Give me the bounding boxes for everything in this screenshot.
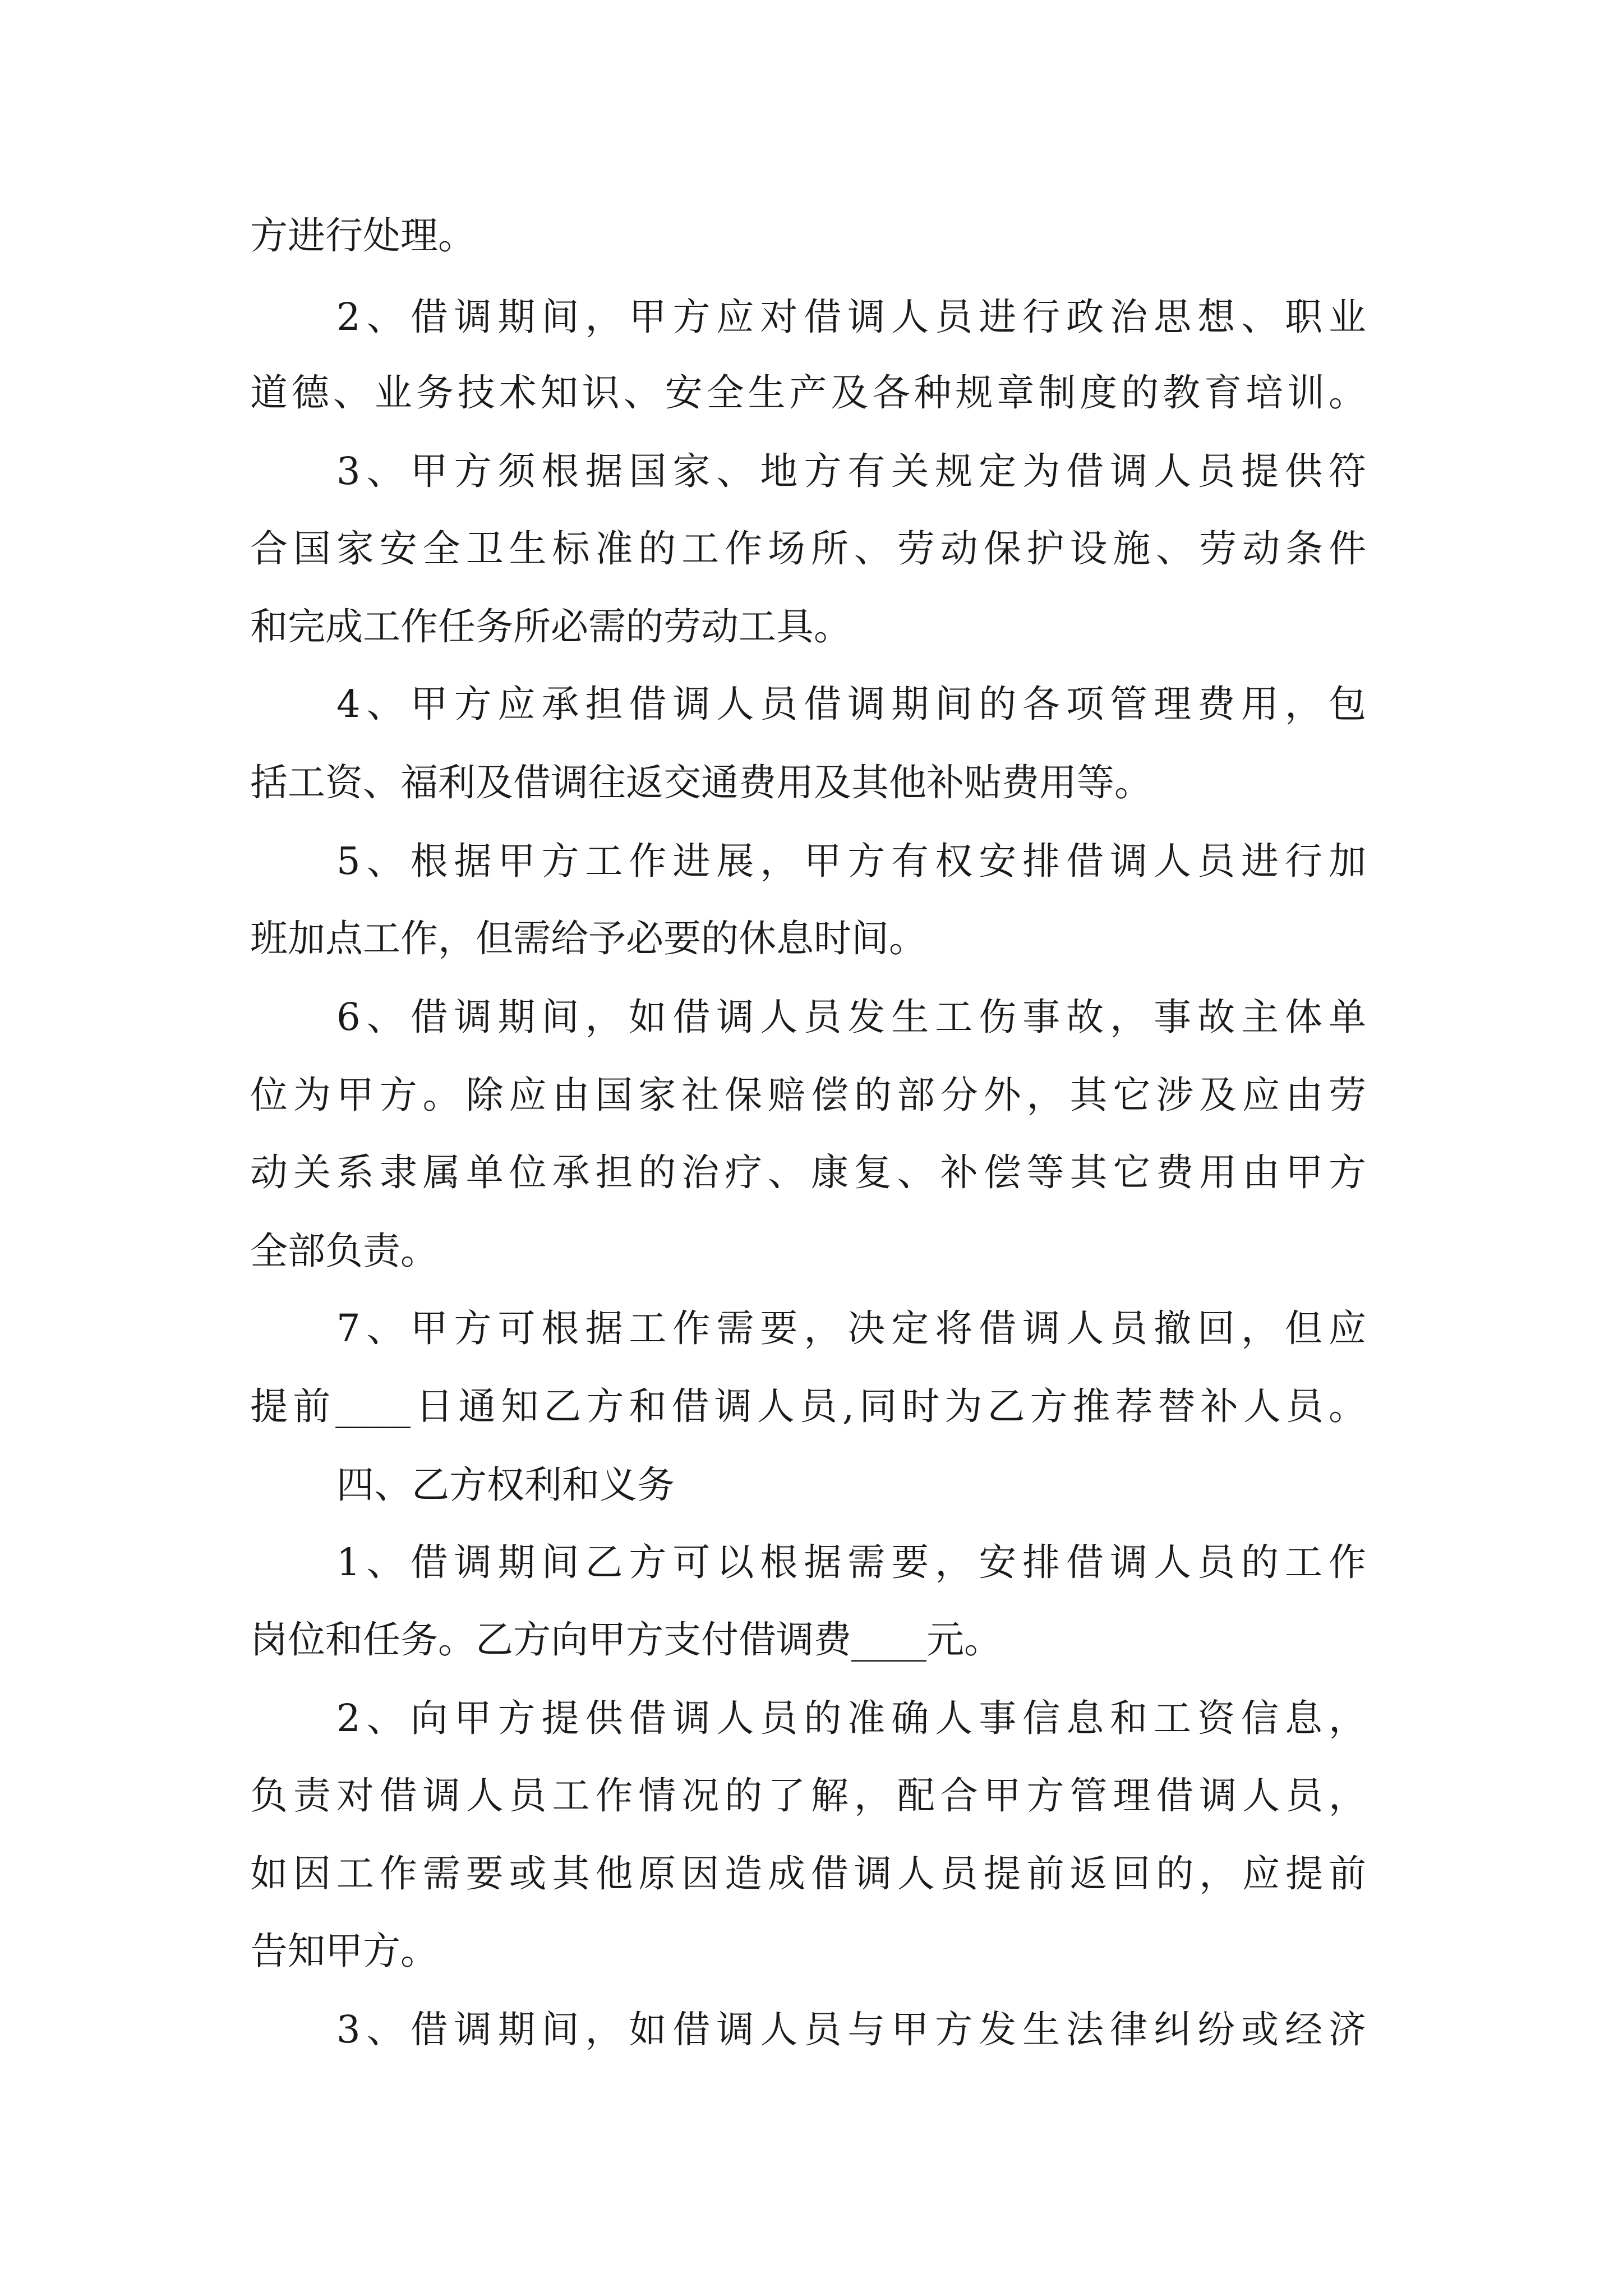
text-line: 6、借调期间，如借调人员发生工伤事故，事故主体单 (336, 995, 1366, 1039)
text-line: 2、借调期间，甲方应对借调人员进行政治思想、职业 (336, 295, 1366, 339)
text-line: 告知甲方。 (250, 1929, 438, 1973)
text-line: 3、甲方须根据国家、地方有关规定为借调人员提供符 (336, 449, 1366, 493)
text-line: 方进行处理。 (250, 214, 476, 257)
section-heading: 四、乙方权利和义务 (336, 1463, 675, 1507)
text-line: 道德、业务技术知识、安全生产及各种规章制度的教育培训。 (250, 371, 1366, 415)
text-line: 和完成工作任务所必需的劳动工具。 (250, 605, 851, 648)
text-line: 1、借调期间乙方可以根据需要，安排借调人员的工作 (336, 1540, 1366, 1584)
text-line: 合国家安全卫生标准的工作场所、劳动保护设施、劳动条件 (250, 527, 1366, 570)
text-line: 岗位和任务。乙方向甲方支付借调费____元。 (250, 1618, 1002, 1662)
text-line: 班加点工作，但需给予必要的休息时间。 (250, 917, 926, 960)
text-line: 全部负责。 (250, 1229, 438, 1273)
text-line: 位为甲方。除应由国家社保赔偿的部分外，其它涉及应由劳 (250, 1073, 1366, 1117)
text-line: 括工资、福利及借调往返交通费用及其他补贴费用等。 (250, 761, 1152, 804)
text-line: 4、甲方应承担借调人员借调期间的各项管理费用，包 (336, 682, 1366, 726)
text-line: 动关系隶属单位承担的治疗、康复、补偿等其它费用由甲方 (250, 1151, 1366, 1194)
text-line: 提前____日通知乙方和借调人员,同时为乙方推荐替补人员。 (250, 1384, 1366, 1428)
text-line: 5、根据甲方工作进展，甲方有权安排借调人员进行加 (336, 839, 1366, 883)
text-line: 3、借调期间，如借调人员与甲方发生法律纠纷或经济 (336, 2008, 1366, 2051)
text-line: 2、向甲方提供借调人员的准确人事信息和工资信息， (336, 1696, 1366, 1740)
text-line: 负责对借调人员工作情况的了解，配合甲方管理借调人员， (250, 1774, 1366, 1818)
text-line: 7、甲方可根据工作需要，决定将借调人员撤回，但应 (336, 1306, 1366, 1350)
text-line: 如因工作需要或其他原因造成借调人员提前返回的，应提前 (250, 1852, 1366, 1895)
